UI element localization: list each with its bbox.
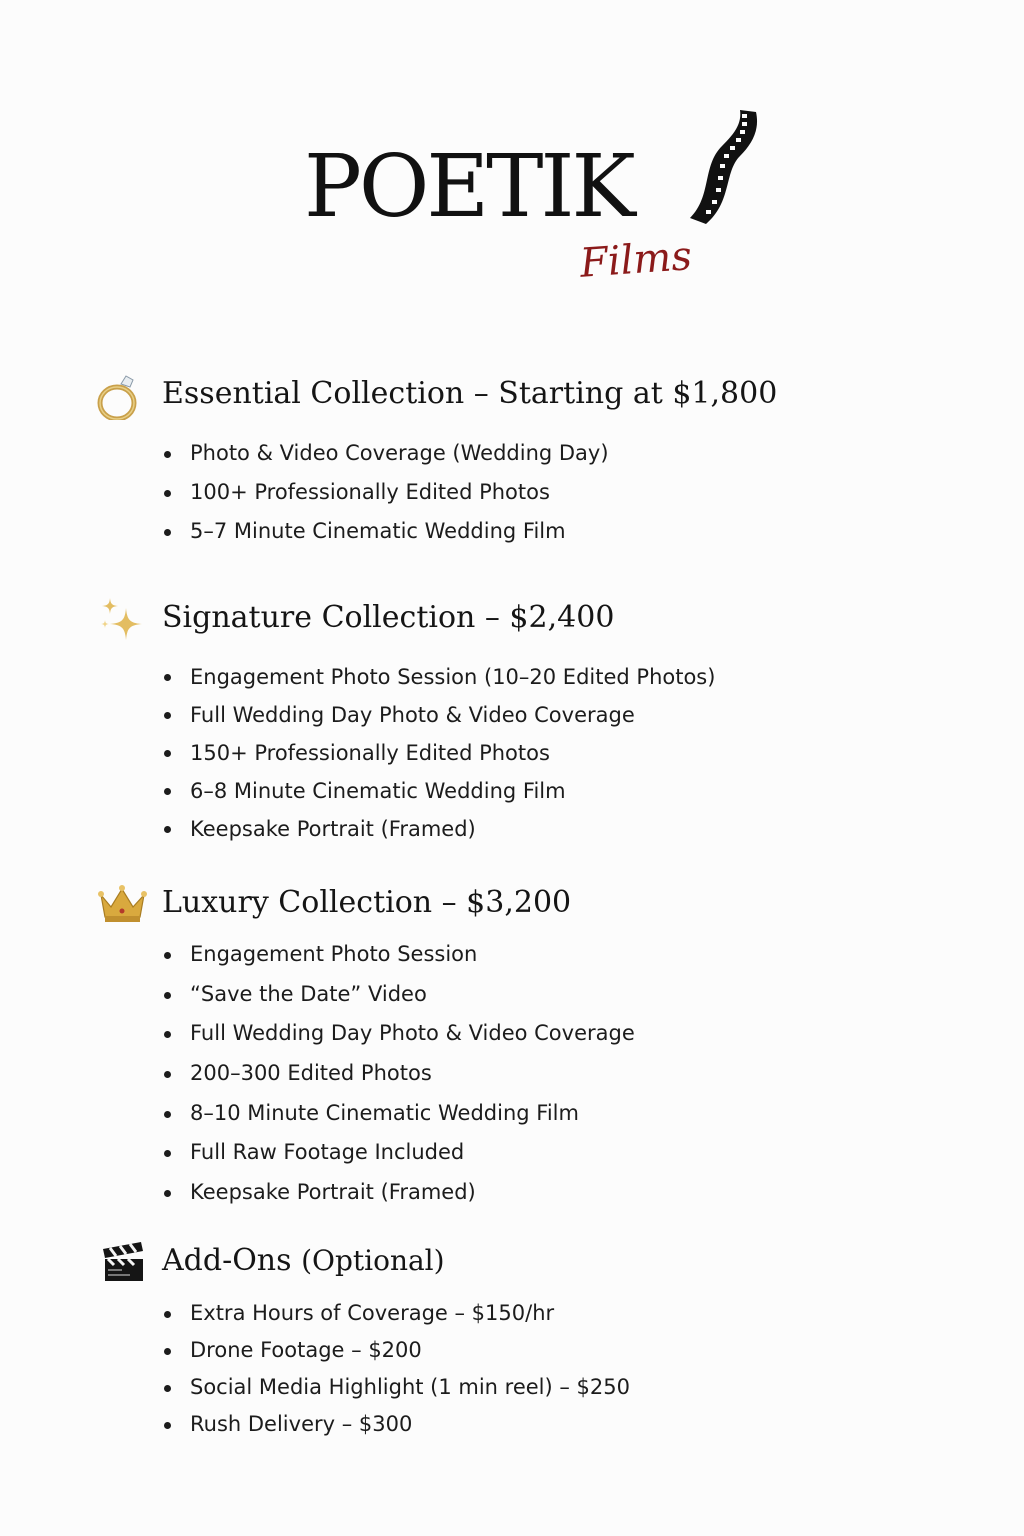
list-item: “Save the Date” Video: [164, 975, 635, 1015]
section-title: Essential Collection – Starting at $1,800: [162, 376, 778, 411]
section-luxury: [96, 881, 956, 1205]
film-reel-icon: [682, 106, 760, 226]
list-item: Social Media Highlight (1 min reel) – $250: [164, 1369, 630, 1406]
clapperboard-icon: [96, 1239, 148, 1287]
section-title: [162, 1243, 445, 1278]
list-item: Keepsake Portrait (Framed): [164, 810, 715, 848]
list-item: Engagement Photo Session (10–20 Edited Photos): [164, 658, 715, 696]
section-header: [96, 596, 956, 644]
list-item: Engagement Photo Session: [164, 935, 635, 975]
section-title: Luxury Collection – $3,200: [162, 885, 572, 920]
list-item: Full Wedding Day Photo & Video Coverage: [164, 1014, 635, 1054]
list-item: 6–8 Minute Cinematic Wedding Film: [164, 772, 715, 810]
item-list: [164, 658, 715, 848]
list-item: Full Wedding Day Photo & Video Coverage: [164, 696, 715, 734]
list-item: Drone Footage – $200: [164, 1332, 630, 1369]
list-item: 150+ Professionally Edited Photos: [164, 734, 715, 772]
section-title: Signature Collection – $2,400: [162, 600, 615, 635]
section-header: [96, 881, 956, 929]
item-list: [164, 935, 635, 1213]
list-item: 8–10 Minute Cinematic Wedding Film: [164, 1094, 635, 1134]
crown-icon: [96, 881, 148, 929]
logo-wordmark: POETIK: [304, 137, 633, 237]
list-item: Extra Hours of Coverage – $150/hr: [164, 1295, 630, 1332]
list-item: Full Raw Footage Included: [164, 1133, 635, 1173]
list-item: Keepsake Portrait (Framed): [164, 1173, 635, 1213]
section-header: [96, 372, 956, 420]
list-item: 200–300 Edited Photos: [164, 1054, 635, 1094]
item-list: [164, 1295, 630, 1443]
list-item: Photo & Video Coverage (Wedding Day): [164, 434, 609, 473]
ring-icon: [96, 372, 148, 420]
logo: [300, 100, 760, 300]
sparkles-icon: [96, 596, 148, 644]
section-signature: [96, 596, 956, 841]
section-header: [96, 1239, 956, 1287]
section-essential: [96, 372, 956, 543]
logo-subtitle: Films: [578, 233, 694, 287]
item-list: [164, 434, 609, 551]
list-item: 5–7 Minute Cinematic Wedding Film: [164, 512, 609, 551]
list-item: Rush Delivery – $300: [164, 1406, 630, 1443]
list-item: 100+ Professionally Edited Photos: [164, 473, 609, 512]
section-title-note: (Optional): [301, 1244, 445, 1277]
section-title-main: Add-Ons: [162, 1243, 292, 1278]
section-add-ons: [96, 1239, 956, 1436]
